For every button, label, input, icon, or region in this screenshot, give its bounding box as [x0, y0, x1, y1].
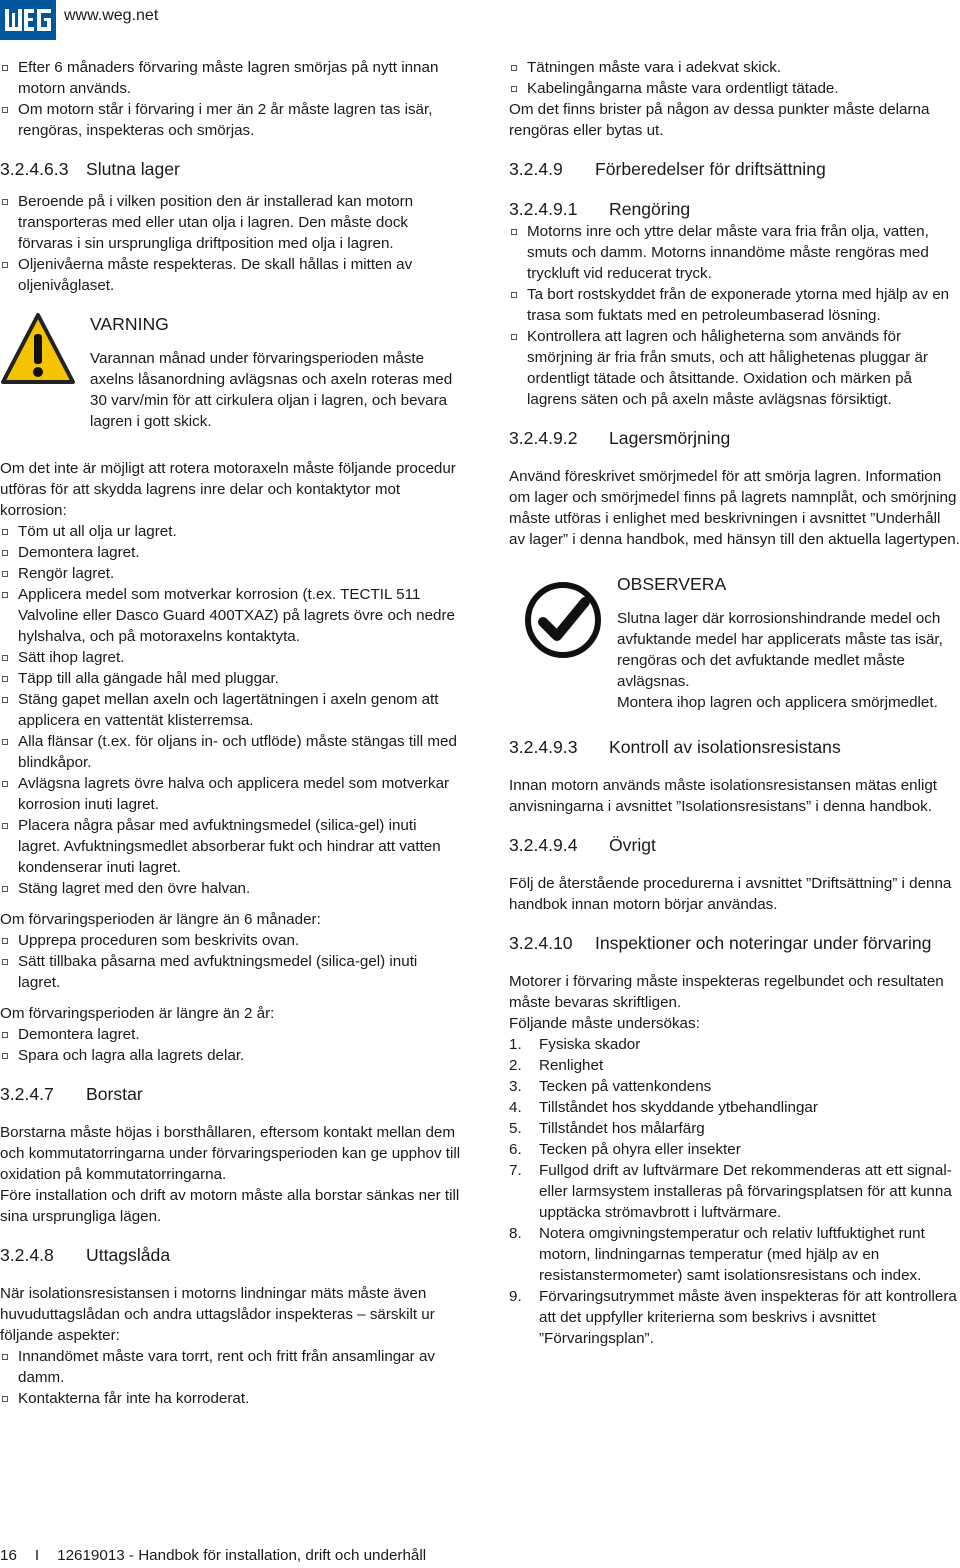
inspection-text: Motorer i förvaring måste inspekteras regelbundet och resultaten måste bevaras skriftligen. — [509, 973, 944, 1011]
protection-bullet-list — [0, 521, 462, 899]
warning-icon — [0, 312, 76, 392]
item-number: 6. — [509, 1141, 522, 1158]
list-item: Sätt tillbaka påsarna med avfuktningsmedel (silica-gel) inuti lagret. — [0, 951, 462, 993]
weg-logo[interactable] — [0, 0, 56, 40]
list-item: Spara och lagra alla lagrets delar. — [0, 1045, 462, 1066]
section-title: Rengöring — [609, 199, 691, 219]
list-item: Sätt ihop lagret. — [0, 647, 462, 668]
section-number: 3.2.4.7 — [0, 1084, 54, 1104]
list-item: Avlägsna lagrets övre halva och applicera medel som motverkar korrosion inuti lagret. — [0, 773, 462, 815]
insulation-text: Innan motorn används måste isolationsresistansen mätas enligt anvisningarna i avsnittet ”Isolationsresistans” i denna handbok. — [509, 777, 938, 815]
item-number: 7. — [509, 1162, 522, 1179]
section-heading-3-2-4-9-3 — [509, 735, 960, 759]
cleaning-bullet-list — [509, 221, 960, 410]
section-heading-3-2-4-7 — [0, 1082, 462, 1106]
section-heading-3-2-4-9-4 — [509, 833, 960, 857]
over-2-years-list — [0, 1024, 462, 1066]
list-item: Efter 6 månaders förvaring måste lagren smörjas på nytt innan motorn används. — [0, 57, 462, 99]
item-text: Notera omgivningstemperatur och relativ luftfuktighet runt motorn, lindningarnas temperatur (med hjälp av en resistanstermometer) samt isolationsresistans och index. — [539, 1225, 925, 1284]
item-number: 5. — [509, 1120, 522, 1137]
list-item — [509, 1286, 960, 1349]
section-number: 3.2.4.9.2 — [509, 428, 578, 448]
section-heading-3-2-4-8 — [0, 1243, 462, 1267]
list-item: Töm ut all olja ur lagret. — [0, 521, 462, 542]
terminal-box-list — [0, 1346, 462, 1409]
section-title: Kontroll av isolationsresistans — [609, 737, 841, 757]
notice-text-2: Montera ihop lagren och applicera smörjmedlet. — [617, 694, 938, 711]
list-item — [509, 1076, 960, 1097]
warning-title: VARNING — [90, 314, 169, 334]
notice-text: Slutna lager där korrosionshindrande medel och avfuktande medel har applicerats måste tas isär, rengöras och det avfuktande medlet måste avlägsnas. — [617, 610, 943, 690]
item-text: Fysiska skador — [539, 1036, 641, 1053]
list-item: Stäng gapet mellan axeln och lagertätningen i axeln genom att applicera en vattentät klisterremsa. — [0, 689, 462, 731]
page-footer — [0, 1545, 444, 1566]
page-header — [0, 0, 960, 46]
item-number: 3. — [509, 1078, 522, 1095]
item-text: Förvaringsutrymmet måste även inspekteras för att kontrollera att det uppfyller kriterierna som beskrivs i avsnittet ”Förvaringsplan”. — [539, 1288, 957, 1347]
list-item: Innandömet måste vara torrt, rent och fritt från ansamlingar av damm. — [0, 1346, 462, 1388]
list-item: Applicera medel som motverkar korrosion (t.ex. TECTIL 511 Valvoline eller Dasco Guard 400TXAZ) på lagrets övre och nedre hylshalva, och på motoraxelns kontaktyta. — [0, 584, 462, 647]
section-heading-3-2-4-9-2 — [509, 426, 960, 450]
list-item: Placera några påsar med avfuktningsmedel (silica-gel) inuti lagret. Avfuktningsmedlet absorberar fukt och hindrar att vatten kondenserar inuti lagret. — [0, 815, 462, 878]
list-item — [509, 1055, 960, 1076]
list-item: Täpp till alla gängade hål med pluggar. — [0, 668, 462, 689]
list-item: Rengör lagret. — [0, 563, 462, 584]
section-heading-3-2-4-9 — [509, 157, 960, 181]
section-number: 3.2.4.9 — [509, 159, 563, 179]
brushes-text-2: Före installation och drift av motorn måste alla borstar sänkas ner till sina ursprungliga lägen. — [0, 1187, 460, 1225]
notice-box — [509, 572, 960, 713]
item-number: 2. — [509, 1057, 522, 1074]
item-text: Tecken på vattenkondens — [539, 1078, 712, 1095]
section-title: Uttagslåda — [86, 1245, 171, 1265]
over-6-months-list — [0, 930, 462, 993]
section-heading-3-2-4-6-3 — [0, 157, 462, 181]
lubrication-text: Använd föreskrivet smörjmedel för att smörja lagren. Information om lager och smörjmedel finns på lagrets namnplåt, och smörjning måste utföras i enlighet med beskrivningen i avsnittet ”Underhåll av lager” i denna handbok, med hänsyn till den aktuella lagertypen. — [509, 468, 960, 548]
list-item — [509, 1034, 960, 1055]
item-text: Tecken på ohyra eller insekter — [539, 1141, 741, 1158]
list-item: Demontera lagret. — [0, 1024, 462, 1045]
item-text: Renlighet — [539, 1057, 604, 1074]
section-title: Borstar — [86, 1084, 143, 1104]
section-title: Inspektioner och noteringar under förvaring — [595, 933, 932, 953]
section-title: Förberedelser för driftsättning — [595, 159, 826, 179]
brushes-text: Borstarna måste höjas i borsthållaren, eftersom kontakt mellan dem och kommutatorringarna under förvaringsperioden kan ge upphov till oxidation på kommutatorringarna. — [0, 1124, 461, 1183]
over-6-months-intro: Om förvaringsperioden är längre än 6 månader: — [0, 911, 321, 928]
section-number: 3.2.4.8 — [0, 1245, 54, 1265]
list-item: Upprepa proceduren som beskrivits ovan. — [0, 930, 462, 951]
list-item — [509, 1097, 960, 1118]
website-url[interactable]: www.weg.net — [64, 7, 159, 24]
footer-separator: I — [34, 1547, 40, 1564]
warning-box — [0, 312, 462, 442]
sealing-bullet-list — [509, 57, 960, 99]
list-item: Stäng lagret med den övre halvan. — [0, 878, 462, 899]
item-number: 1. — [509, 1036, 522, 1053]
inspection-checklist — [509, 1034, 960, 1349]
section-number: 3.2.4.6.3 — [0, 159, 69, 179]
warning-text: Varannan månad under förvaringsperioden måste axelns låsanordning avlägsnas och axeln roteras med 30 varv/min för att cirkulera oljan i lagren, och bevara lagren i gott skick. — [90, 350, 453, 430]
terminal-box-text: När isolationsresistansen i motorns lindningar mäts måste även huvuduttagslådan och andra uttagslådor inspekteras – särskilt ur följande aspekter: — [0, 1285, 435, 1344]
inspection-text-2: Följande måste undersökas: — [509, 1015, 700, 1032]
section-title: Slutna lager — [86, 159, 180, 179]
list-item: Kabelingångarna måste vara ordentligt tätade. — [509, 78, 960, 99]
check-circle-icon — [523, 580, 603, 666]
list-item: Kontrollera att lagren och håligheterna som används för smörjning är fria från smuts, och att hålighetenas pluggar är ordentligt tätade och åtsittande. Oxidation och märken på lagrens säten och på axeln måste avlägsnas försiktigt. — [509, 326, 960, 410]
list-item — [509, 1160, 960, 1223]
list-item: Ta bort rostskyddet från de exponerade ytorna med hjälp av en trasa som fuktats med en petroleumbaserad lösning. — [509, 284, 960, 326]
list-item: Demontera lagret. — [0, 542, 462, 563]
section-number: 3.2.4.9.3 — [509, 737, 578, 757]
section-title: Lagersmörjning — [609, 428, 731, 448]
weg-logo-icon — [0, 0, 56, 40]
right-column — [509, 57, 960, 1349]
item-text: Tillståndet hos målarfärg — [539, 1120, 705, 1137]
list-item — [509, 1223, 960, 1286]
list-item — [509, 1118, 960, 1139]
item-number: 8. — [509, 1225, 522, 1242]
list-item: Beroende på i vilken position den är installerad kan motorn transporteras med eller utan olja i lagren. Den måste dock förvaras i sin ursprungliga driftposition med olja i lagren. — [0, 191, 462, 254]
item-number: 4. — [509, 1099, 522, 1116]
section-number: 3.2.4.10 — [509, 933, 573, 953]
item-number: 9. — [509, 1288, 522, 1305]
list-item: Tätningen måste vara i adekvat skick. — [509, 57, 960, 78]
item-text: Fullgod drift av luftvärmare Det rekommenderas att ett signal- eller larmsystem installeras på förvaringsplatsen för att kunna upptäcka strömavbrott i luftvärmare. — [539, 1162, 952, 1221]
other-text: Följ de återstående procedurerna i avsnittet ”Driftsättning” i denna handbok innan motorn börjar användas. — [509, 875, 952, 913]
section-number: 3.2.4.9.1 — [509, 199, 578, 219]
defects-text: Om det finns brister på någon av dessa punkter måste delarna rengöras eller bytas ut. — [509, 101, 930, 139]
list-item — [509, 1139, 960, 1160]
left-column — [0, 57, 462, 1409]
list-item: Motorns inre och yttre delar måste vara fria från olja, vatten, smuts och damm. Motorns innandöme måste rengöras med tryckluft vid reducerat tryck. — [509, 221, 960, 284]
section-heading-3-2-4-9-1 — [509, 197, 960, 221]
intro-bullet-list — [0, 57, 462, 141]
over-2-years-intro: Om förvaringsperioden är längre än 2 år: — [0, 1005, 275, 1022]
page-number: 16 — [0, 1547, 17, 1564]
item-text: Tillståndet hos skyddande ytbehandlingar — [539, 1099, 818, 1116]
protection-intro: Om det inte är möjligt att rotera motoraxeln måste följande procedur utföras för att skydda lagrens inre delar och kontaktytor mot korrosion: — [0, 460, 456, 519]
section-heading-3-2-4-10 — [509, 931, 960, 955]
bearing-bullet-list — [0, 191, 462, 296]
document-title: 12619013 - Handbok för installation, drift och underhåll — [57, 1547, 427, 1564]
list-item: Om motorn står i förvaring i mer än 2 år måste lagren tas isär, rengöras, inspekteras och smörjas. — [0, 99, 462, 141]
list-item: Oljenivåerna måste respekteras. De skall hållas i mitten av oljenivåglaset. — [0, 254, 462, 296]
list-item: Alla flänsar (t.ex. för oljans in- och utflöde) måste stängas till med blindkåpor. — [0, 731, 462, 773]
list-item: Kontakterna får inte ha korroderat. — [0, 1388, 462, 1409]
notice-title: OBSERVERA — [617, 574, 727, 594]
section-title: Övrigt — [609, 835, 656, 855]
section-number: 3.2.4.9.4 — [509, 835, 578, 855]
